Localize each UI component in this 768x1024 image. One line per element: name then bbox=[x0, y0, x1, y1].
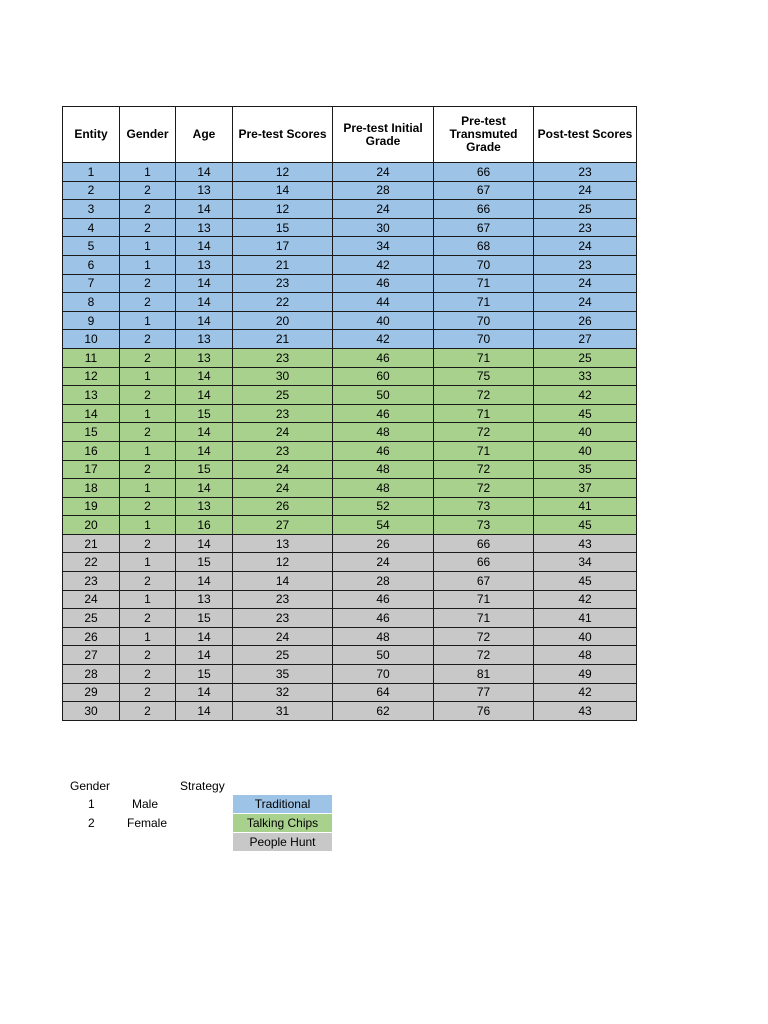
cell-transmuted-grade: 72 bbox=[434, 479, 534, 498]
cell-pretest-score: 15 bbox=[233, 218, 333, 237]
cell-pretest-score: 22 bbox=[233, 293, 333, 312]
cell-posttest-score: 43 bbox=[534, 534, 637, 553]
header-age: Age bbox=[176, 107, 233, 163]
cell-pretest-score: 25 bbox=[233, 646, 333, 665]
cell-gender: 2 bbox=[120, 330, 176, 349]
cell-entity: 7 bbox=[63, 274, 120, 293]
cell-transmuted-grade: 66 bbox=[434, 200, 534, 219]
cell-transmuted-grade: 67 bbox=[434, 218, 534, 237]
cell-posttest-score: 35 bbox=[534, 460, 637, 479]
cell-pretest-score: 24 bbox=[233, 479, 333, 498]
strategy-swatch-traditional: Traditional bbox=[233, 795, 332, 813]
cell-initial-grade: 28 bbox=[333, 572, 434, 591]
cell-transmuted-grade: 70 bbox=[434, 255, 534, 274]
cell-transmuted-grade: 75 bbox=[434, 367, 534, 386]
cell-transmuted-grade: 73 bbox=[434, 497, 534, 516]
table-row bbox=[63, 367, 637, 386]
cell-initial-grade: 50 bbox=[333, 646, 434, 665]
cell-gender: 2 bbox=[120, 572, 176, 591]
strategy-legend-title: Strategy bbox=[180, 779, 225, 793]
cell-initial-grade: 54 bbox=[333, 516, 434, 535]
cell-entity: 22 bbox=[63, 553, 120, 572]
cell-entity: 19 bbox=[63, 497, 120, 516]
cell-posttest-score: 48 bbox=[534, 646, 637, 665]
table-row bbox=[63, 348, 637, 367]
cell-age: 14 bbox=[176, 311, 233, 330]
cell-entity: 2 bbox=[63, 181, 120, 200]
cell-age: 14 bbox=[176, 534, 233, 553]
cell-gender: 1 bbox=[120, 590, 176, 609]
cell-pretest-score: 31 bbox=[233, 702, 333, 721]
cell-age: 15 bbox=[176, 404, 233, 423]
cell-initial-grade: 48 bbox=[333, 479, 434, 498]
cell-gender: 2 bbox=[120, 683, 176, 702]
table-row bbox=[63, 274, 637, 293]
cell-transmuted-grade: 73 bbox=[434, 516, 534, 535]
table-row bbox=[63, 330, 637, 349]
cell-entity: 16 bbox=[63, 441, 120, 460]
cell-transmuted-grade: 67 bbox=[434, 572, 534, 591]
cell-gender: 1 bbox=[120, 404, 176, 423]
cell-transmuted-grade: 72 bbox=[434, 646, 534, 665]
cell-pretest-score: 35 bbox=[233, 665, 333, 684]
cell-pretest-score: 25 bbox=[233, 386, 333, 405]
cell-transmuted-grade: 72 bbox=[434, 386, 534, 405]
cell-pretest-score: 12 bbox=[233, 163, 333, 182]
cell-transmuted-grade: 72 bbox=[434, 627, 534, 646]
cell-posttest-score: 25 bbox=[534, 348, 637, 367]
cell-initial-grade: 44 bbox=[333, 293, 434, 312]
table-row bbox=[63, 311, 637, 330]
cell-entity: 30 bbox=[63, 702, 120, 721]
cell-age: 14 bbox=[176, 423, 233, 442]
cell-pretest-score: 13 bbox=[233, 534, 333, 553]
cell-gender: 2 bbox=[120, 423, 176, 442]
table-row bbox=[63, 293, 637, 312]
cell-pretest-score: 20 bbox=[233, 311, 333, 330]
header-pretest-initial-grade: Pre-test Initial Grade bbox=[333, 107, 434, 163]
table-row bbox=[63, 646, 637, 665]
cell-transmuted-grade: 68 bbox=[434, 237, 534, 256]
cell-gender: 2 bbox=[120, 646, 176, 665]
cell-age: 13 bbox=[176, 181, 233, 200]
cell-transmuted-grade: 71 bbox=[434, 441, 534, 460]
cell-gender: 2 bbox=[120, 274, 176, 293]
table-row bbox=[63, 609, 637, 628]
table-row bbox=[63, 553, 637, 572]
cell-posttest-score: 23 bbox=[534, 255, 637, 274]
cell-transmuted-grade: 70 bbox=[434, 311, 534, 330]
cell-age: 14 bbox=[176, 572, 233, 591]
cell-initial-grade: 30 bbox=[333, 218, 434, 237]
cell-age: 14 bbox=[176, 627, 233, 646]
cell-age: 14 bbox=[176, 386, 233, 405]
cell-posttest-score: 27 bbox=[534, 330, 637, 349]
table-row bbox=[63, 218, 637, 237]
cell-pretest-score: 17 bbox=[233, 237, 333, 256]
table-row bbox=[63, 404, 637, 423]
cell-pretest-score: 23 bbox=[233, 609, 333, 628]
cell-initial-grade: 42 bbox=[333, 255, 434, 274]
cell-initial-grade: 42 bbox=[333, 330, 434, 349]
gender-label: Male bbox=[132, 797, 159, 811]
cell-entity: 6 bbox=[63, 255, 120, 274]
cell-posttest-score: 45 bbox=[534, 404, 637, 423]
table-row bbox=[63, 441, 637, 460]
cell-gender: 1 bbox=[120, 479, 176, 498]
cell-age: 13 bbox=[176, 590, 233, 609]
cell-posttest-score: 26 bbox=[534, 311, 637, 330]
cell-posttest-score: 25 bbox=[534, 200, 637, 219]
cell-gender: 2 bbox=[120, 497, 176, 516]
cell-transmuted-grade: 67 bbox=[434, 181, 534, 200]
table-row bbox=[63, 460, 637, 479]
cell-initial-grade: 28 bbox=[333, 181, 434, 200]
cell-age: 14 bbox=[176, 163, 233, 182]
cell-posttest-score: 23 bbox=[534, 163, 637, 182]
cell-entity: 9 bbox=[63, 311, 120, 330]
cell-posttest-score: 37 bbox=[534, 479, 637, 498]
cell-age: 13 bbox=[176, 497, 233, 516]
cell-entity: 15 bbox=[63, 423, 120, 442]
cell-initial-grade: 62 bbox=[333, 702, 434, 721]
cell-initial-grade: 60 bbox=[333, 367, 434, 386]
cell-age: 13 bbox=[176, 255, 233, 274]
table-row bbox=[63, 534, 637, 553]
cell-pretest-score: 27 bbox=[233, 516, 333, 535]
cell-pretest-score: 21 bbox=[233, 255, 333, 274]
cell-transmuted-grade: 66 bbox=[434, 163, 534, 182]
cell-age: 14 bbox=[176, 274, 233, 293]
cell-gender: 2 bbox=[120, 348, 176, 367]
cell-initial-grade: 46 bbox=[333, 404, 434, 423]
table-row bbox=[63, 423, 637, 442]
cell-posttest-score: 40 bbox=[534, 627, 637, 646]
cell-posttest-score: 24 bbox=[534, 237, 637, 256]
cell-pretest-score: 32 bbox=[233, 683, 333, 702]
cell-gender: 2 bbox=[120, 609, 176, 628]
cell-pretest-score: 12 bbox=[233, 553, 333, 572]
cell-transmuted-grade: 66 bbox=[434, 553, 534, 572]
table-row bbox=[63, 627, 637, 646]
cell-pretest-score: 14 bbox=[233, 181, 333, 200]
cell-pretest-score: 23 bbox=[233, 590, 333, 609]
cell-entity: 13 bbox=[63, 386, 120, 405]
table-row bbox=[63, 237, 637, 256]
table-row bbox=[63, 665, 637, 684]
cell-initial-grade: 34 bbox=[333, 237, 434, 256]
header-entity: Entity bbox=[63, 107, 120, 163]
strategy-swatch-people-hunt: People Hunt bbox=[233, 833, 332, 851]
cell-age: 14 bbox=[176, 702, 233, 721]
cell-initial-grade: 46 bbox=[333, 274, 434, 293]
strategy-swatch-talking-chips: Talking Chips bbox=[233, 814, 332, 832]
gender-legend-title: Gender bbox=[70, 779, 111, 793]
cell-entity: 20 bbox=[63, 516, 120, 535]
header-gender: Gender bbox=[120, 107, 176, 163]
cell-age: 13 bbox=[176, 218, 233, 237]
gender-code: 2 bbox=[88, 816, 95, 830]
cell-gender: 2 bbox=[120, 386, 176, 405]
cell-pretest-score: 23 bbox=[233, 441, 333, 460]
cell-gender: 2 bbox=[120, 293, 176, 312]
cell-initial-grade: 24 bbox=[333, 163, 434, 182]
cell-posttest-score: 40 bbox=[534, 423, 637, 442]
cell-posttest-score: 24 bbox=[534, 274, 637, 293]
cell-posttest-score: 33 bbox=[534, 367, 637, 386]
cell-entity: 5 bbox=[63, 237, 120, 256]
cell-transmuted-grade: 72 bbox=[434, 460, 534, 479]
cell-age: 14 bbox=[176, 293, 233, 312]
cell-age: 14 bbox=[176, 441, 233, 460]
cell-gender: 1 bbox=[120, 627, 176, 646]
cell-age: 14 bbox=[176, 200, 233, 219]
cell-entity: 14 bbox=[63, 404, 120, 423]
gender-label: Female bbox=[127, 816, 168, 830]
cell-transmuted-grade: 66 bbox=[434, 534, 534, 553]
cell-age: 15 bbox=[176, 665, 233, 684]
cell-initial-grade: 24 bbox=[333, 553, 434, 572]
cell-transmuted-grade: 71 bbox=[434, 609, 534, 628]
cell-gender: 2 bbox=[120, 534, 176, 553]
cell-posttest-score: 40 bbox=[534, 441, 637, 460]
cell-gender: 1 bbox=[120, 163, 176, 182]
cell-initial-grade: 46 bbox=[333, 609, 434, 628]
cell-transmuted-grade: 71 bbox=[434, 348, 534, 367]
cell-transmuted-grade: 71 bbox=[434, 293, 534, 312]
cell-pretest-score: 30 bbox=[233, 367, 333, 386]
cell-posttest-score: 43 bbox=[534, 702, 637, 721]
cell-gender: 2 bbox=[120, 181, 176, 200]
cell-initial-grade: 26 bbox=[333, 534, 434, 553]
cell-transmuted-grade: 77 bbox=[434, 683, 534, 702]
cell-pretest-score: 24 bbox=[233, 627, 333, 646]
cell-posttest-score: 45 bbox=[534, 572, 637, 591]
cell-gender: 1 bbox=[120, 441, 176, 460]
cell-age: 14 bbox=[176, 479, 233, 498]
header-pretest-transmuted-grade: Pre-test Transmuted Grade bbox=[434, 107, 534, 163]
cell-pretest-score: 14 bbox=[233, 572, 333, 591]
cell-gender: 1 bbox=[120, 237, 176, 256]
table-body bbox=[63, 163, 637, 721]
cell-initial-grade: 24 bbox=[333, 200, 434, 219]
cell-entity: 11 bbox=[63, 348, 120, 367]
cell-gender: 1 bbox=[120, 553, 176, 572]
cell-gender: 1 bbox=[120, 516, 176, 535]
cell-gender: 2 bbox=[120, 665, 176, 684]
cell-entity: 26 bbox=[63, 627, 120, 646]
cell-age: 16 bbox=[176, 516, 233, 535]
cell-entity: 4 bbox=[63, 218, 120, 237]
legend bbox=[62, 776, 342, 856]
cell-entity: 18 bbox=[63, 479, 120, 498]
table-row bbox=[63, 200, 637, 219]
cell-age: 15 bbox=[176, 609, 233, 628]
cell-initial-grade: 46 bbox=[333, 348, 434, 367]
gender-code: 1 bbox=[88, 797, 95, 811]
cell-pretest-score: 23 bbox=[233, 404, 333, 423]
table-row bbox=[63, 479, 637, 498]
cell-entity: 1 bbox=[63, 163, 120, 182]
cell-entity: 27 bbox=[63, 646, 120, 665]
table-row bbox=[63, 497, 637, 516]
cell-posttest-score: 41 bbox=[534, 609, 637, 628]
cell-age: 13 bbox=[176, 348, 233, 367]
cell-pretest-score: 26 bbox=[233, 497, 333, 516]
table-row bbox=[63, 590, 637, 609]
cell-initial-grade: 48 bbox=[333, 423, 434, 442]
cell-gender: 2 bbox=[120, 702, 176, 721]
cell-gender: 1 bbox=[120, 311, 176, 330]
cell-entity: 12 bbox=[63, 367, 120, 386]
cell-age: 14 bbox=[176, 646, 233, 665]
cell-transmuted-grade: 72 bbox=[434, 423, 534, 442]
cell-gender: 2 bbox=[120, 200, 176, 219]
header-posttest-scores: Post-test Scores bbox=[534, 107, 637, 163]
cell-entity: 23 bbox=[63, 572, 120, 591]
table-row bbox=[63, 683, 637, 702]
cell-initial-grade: 52 bbox=[333, 497, 434, 516]
cell-entity: 28 bbox=[63, 665, 120, 684]
cell-pretest-score: 23 bbox=[233, 274, 333, 293]
cell-initial-grade: 48 bbox=[333, 627, 434, 646]
cell-posttest-score: 42 bbox=[534, 386, 637, 405]
cell-initial-grade: 46 bbox=[333, 441, 434, 460]
table-row bbox=[63, 255, 637, 274]
cell-transmuted-grade: 70 bbox=[434, 330, 534, 349]
cell-posttest-score: 41 bbox=[534, 497, 637, 516]
header-pretest-scores: Pre-test Scores bbox=[233, 107, 333, 163]
cell-posttest-score: 24 bbox=[534, 181, 637, 200]
cell-posttest-score: 24 bbox=[534, 293, 637, 312]
cell-initial-grade: 48 bbox=[333, 460, 434, 479]
table-row bbox=[63, 386, 637, 405]
table-row bbox=[63, 702, 637, 721]
table-row bbox=[63, 181, 637, 200]
cell-gender: 1 bbox=[120, 255, 176, 274]
cell-transmuted-grade: 71 bbox=[434, 274, 534, 293]
cell-transmuted-grade: 71 bbox=[434, 590, 534, 609]
cell-age: 14 bbox=[176, 683, 233, 702]
table-row bbox=[63, 572, 637, 591]
cell-initial-grade: 70 bbox=[333, 665, 434, 684]
table-row bbox=[63, 163, 637, 182]
cell-posttest-score: 49 bbox=[534, 665, 637, 684]
cell-entity: 8 bbox=[63, 293, 120, 312]
cell-age: 15 bbox=[176, 553, 233, 572]
cell-entity: 25 bbox=[63, 609, 120, 628]
cell-initial-grade: 46 bbox=[333, 590, 434, 609]
cell-pretest-score: 21 bbox=[233, 330, 333, 349]
cell-gender: 2 bbox=[120, 460, 176, 479]
cell-pretest-score: 24 bbox=[233, 423, 333, 442]
cell-age: 14 bbox=[176, 367, 233, 386]
cell-initial-grade: 50 bbox=[333, 386, 434, 405]
cell-posttest-score: 42 bbox=[534, 683, 637, 702]
cell-posttest-score: 23 bbox=[534, 218, 637, 237]
cell-entity: 10 bbox=[63, 330, 120, 349]
cell-posttest-score: 45 bbox=[534, 516, 637, 535]
cell-posttest-score: 42 bbox=[534, 590, 637, 609]
cell-gender: 1 bbox=[120, 367, 176, 386]
cell-transmuted-grade: 81 bbox=[434, 665, 534, 684]
cell-entity: 21 bbox=[63, 534, 120, 553]
scores-table bbox=[62, 106, 637, 721]
cell-age: 15 bbox=[176, 460, 233, 479]
cell-pretest-score: 24 bbox=[233, 460, 333, 479]
cell-gender: 2 bbox=[120, 218, 176, 237]
cell-pretest-score: 23 bbox=[233, 348, 333, 367]
header-row bbox=[63, 107, 637, 163]
cell-age: 14 bbox=[176, 237, 233, 256]
cell-transmuted-grade: 76 bbox=[434, 702, 534, 721]
cell-entity: 29 bbox=[63, 683, 120, 702]
cell-entity: 24 bbox=[63, 590, 120, 609]
cell-transmuted-grade: 71 bbox=[434, 404, 534, 423]
cell-age: 13 bbox=[176, 330, 233, 349]
cell-posttest-score: 34 bbox=[534, 553, 637, 572]
cell-pretest-score: 12 bbox=[233, 200, 333, 219]
table-row bbox=[63, 516, 637, 535]
cell-initial-grade: 40 bbox=[333, 311, 434, 330]
cell-initial-grade: 64 bbox=[333, 683, 434, 702]
cell-entity: 3 bbox=[63, 200, 120, 219]
cell-entity: 17 bbox=[63, 460, 120, 479]
